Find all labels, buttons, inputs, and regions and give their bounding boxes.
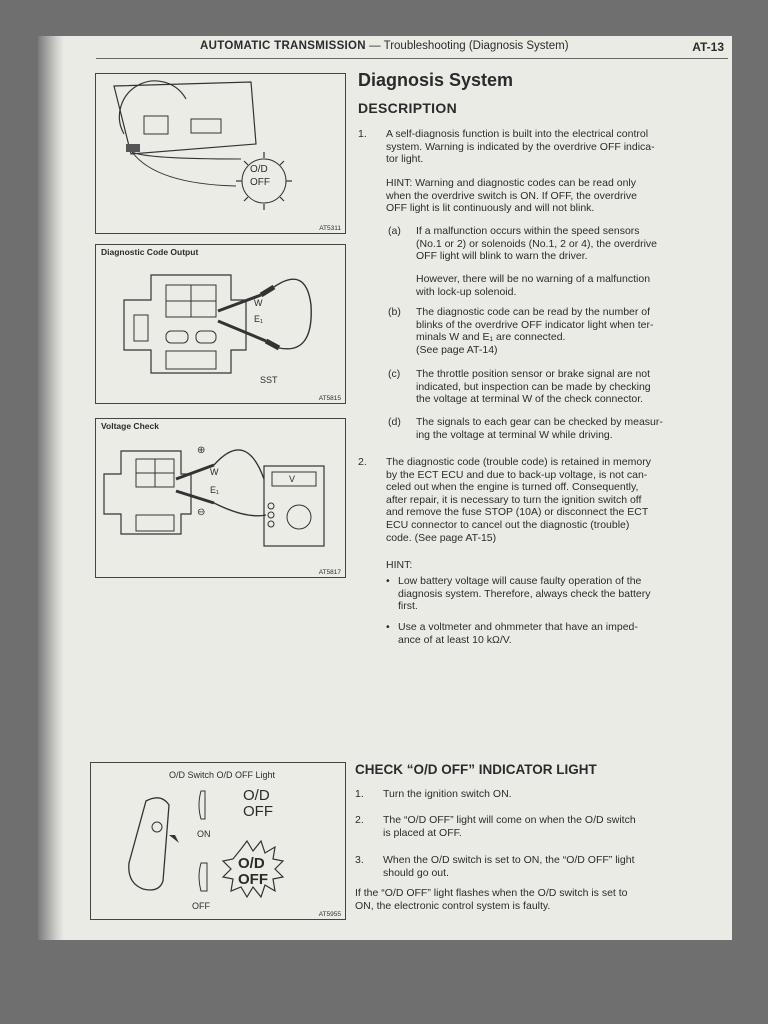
- text-line: ing the voltage at terminal W while driving.: [416, 428, 613, 441]
- bullet: •: [386, 621, 390, 633]
- lamp-on-state-od: O/D: [238, 855, 265, 872]
- text-line: The diagnostic code can be read by the number of: [416, 306, 651, 318]
- text-line: (See page AT-14): [416, 343, 498, 356]
- figure-caption: Voltage Check: [101, 421, 159, 431]
- text-line: by the ECT ECU and due to back-up voltage, is not can-: [386, 468, 648, 481]
- text-line: after repair, it is necessary to turn the ignition switch off: [386, 493, 642, 506]
- lamp-off-state-off: OFF: [243, 803, 273, 820]
- step-2: [383, 814, 723, 839]
- text-line: blinks of the overdrive OFF indicator light when ter-: [416, 318, 654, 331]
- item-number: 1.: [358, 128, 367, 140]
- lamp-label-off: OFF: [250, 177, 270, 188]
- text-line: code. (See page AT-15): [386, 531, 497, 544]
- page-binding-shadow: [38, 36, 64, 940]
- text-line: OFF light will blink to warn the driver.: [416, 250, 588, 263]
- sub-item-label: (c): [388, 368, 401, 380]
- figure-caption: Diagnostic Code Output: [101, 247, 199, 257]
- text-line: The diagnostic code (trouble code) is retained in memory: [386, 456, 651, 468]
- text-line: when the overdrive switch is ON. If OFF, the overdrive: [386, 189, 637, 202]
- step-1: Turn the ignition switch ON.: [383, 788, 512, 800]
- page-title: Diagnosis System: [358, 70, 514, 90]
- item2-hint-label: HINT:: [386, 559, 413, 571]
- terminal-e1-label: E₁: [254, 314, 264, 324]
- item-number: 2.: [358, 456, 367, 468]
- item1-paragraph: [386, 128, 726, 166]
- text-line: diagnosis system. Therefore, always check the battery: [398, 587, 651, 600]
- text-line: ON, the electronic control system is faulty.: [355, 899, 551, 912]
- header-topic: Troubleshooting (Diagnosis System): [383, 40, 569, 52]
- text-line: The signals to each gear can be checked by measur-: [416, 416, 663, 428]
- voltmeter-label: V: [289, 474, 296, 484]
- text-line: first.: [398, 600, 418, 613]
- od-switch-drawing: [91, 763, 345, 919]
- terminal-w-label: W: [210, 467, 219, 477]
- sub-item-label: (b): [388, 306, 401, 318]
- item1-hint: [386, 177, 726, 215]
- text-line: If a malfunction occurs within the speed sensors: [416, 225, 640, 237]
- plus-symbol: ⊕: [197, 445, 206, 456]
- minus-symbol: ⊖: [197, 507, 206, 518]
- switch-on-label: ON: [197, 829, 211, 839]
- step-number: 2.: [355, 814, 364, 826]
- sub-item-a-note: [416, 273, 726, 298]
- figure-code: AT5311: [319, 225, 341, 232]
- text-line: ance of at least 10 kΩ/V.: [398, 633, 512, 646]
- sst-label: SST: [260, 375, 278, 385]
- text-line: However, there will be no warning of a malfunction: [416, 273, 651, 285]
- switch-off-label: OFF: [192, 901, 210, 911]
- text-line: ECU connector to cancel out the diagnostic (trouble): [386, 518, 630, 531]
- section-heading: CHECK “O/D OFF” INDICATOR LIGHT: [355, 762, 597, 777]
- text-line: indicated, but inspection can be made by checking: [416, 380, 651, 393]
- text-line: OFF light is lit continuously and will not blink.: [386, 202, 595, 215]
- figure-voltage-check: [95, 418, 346, 578]
- sub-item-label: (d): [388, 416, 401, 428]
- text-line: The throttle position sensor or brake signal are not: [416, 368, 651, 380]
- running-header: [200, 40, 728, 52]
- text-line: HINT: Warning and diagnostic codes can be read only: [386, 177, 637, 189]
- lamp-label-od: O/D: [250, 164, 268, 175]
- text-line: tor light.: [386, 153, 424, 166]
- text-line: celed out when the engine is turned off. Consequently,: [386, 481, 639, 494]
- header-section: AUTOMATIC TRANSMISSION: [200, 40, 366, 52]
- sub-item-c: [416, 368, 726, 406]
- sub-item-label: (a): [388, 225, 401, 237]
- bullet: •: [386, 575, 390, 587]
- text-line: The “O/D OFF” light will come on when the O/D switch: [383, 814, 636, 826]
- step-3: [383, 854, 723, 879]
- sub-item-a: [416, 225, 726, 263]
- terminal-w-label: W: [254, 298, 263, 308]
- text-line: minals W and E₁ are connected.: [416, 331, 566, 344]
- text-line: system. Warning is indicated by the overdrive OFF indica-: [386, 140, 655, 153]
- text-line: Use a voltmeter and ohmmeter that have an imped-: [398, 621, 638, 633]
- description-heading: DESCRIPTION: [358, 100, 457, 116]
- terminal-e1-label: E₁: [210, 485, 220, 495]
- header-separator: —: [369, 40, 381, 52]
- lamp-on-state-off: OFF: [238, 871, 268, 888]
- figure-code: AT5817: [318, 569, 341, 576]
- hint-bullet-2: [398, 621, 726, 646]
- hint-bullet-1: [398, 575, 726, 613]
- text-line: Low battery voltage will cause faulty operation of the: [398, 575, 642, 587]
- sub-item-b: [416, 306, 726, 356]
- text-line: should go out.: [383, 866, 449, 879]
- step-number: 1.: [355, 788, 364, 800]
- header-rule: [96, 58, 728, 59]
- combination-meter-drawing: [96, 74, 345, 233]
- lamp-off-state-od: O/D: [243, 787, 270, 804]
- figure-diagnostic-code-output: [95, 244, 346, 404]
- page-number: AT-13: [692, 40, 724, 54]
- voltage-check-drawing: [96, 419, 345, 577]
- text-line: A self-diagnosis function is built into the electrical control: [386, 128, 649, 140]
- text-line: the voltage at terminal W of the check connector.: [416, 393, 644, 406]
- text-line: When the O/D switch is set to ON, the “O/D OFF” light: [383, 854, 635, 866]
- step-number: 3.: [355, 854, 364, 866]
- sub-item-d: [416, 416, 726, 441]
- figure-code: AT5955: [318, 911, 341, 918]
- text-line: with lock-up solenoid.: [416, 285, 517, 298]
- figure-combination-meter: [95, 73, 346, 234]
- figure-od-switch: [90, 762, 346, 920]
- text-line: is placed at OFF.: [383, 826, 462, 839]
- check-conclusion: [355, 887, 723, 912]
- text-line: and remove the fuse STOP (10A) or disconnect the ECT: [386, 506, 649, 519]
- text-line: If the “O/D OFF” light flashes when the O/D switch is set to: [355, 887, 628, 899]
- item2-paragraph: [386, 456, 726, 544]
- figure-caption: O/D Switch O/D OFF Light: [169, 770, 276, 780]
- check-connector-drawing: [96, 245, 345, 403]
- text-line: (No.1 or 2) or solenoids (No.1, 2 or 4), the overdrive: [416, 237, 658, 250]
- figure-code: AT5815: [318, 395, 341, 402]
